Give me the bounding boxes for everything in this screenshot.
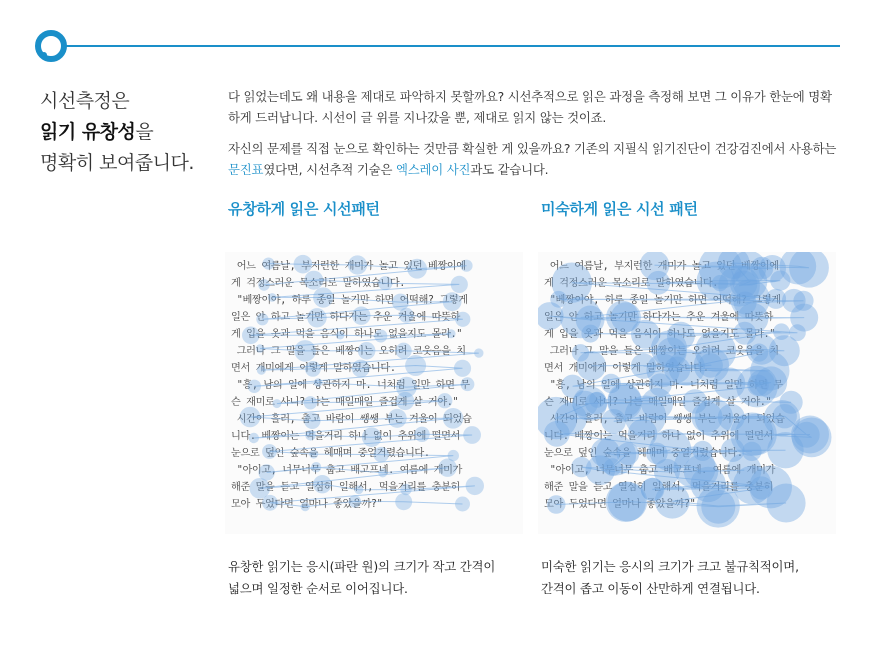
fixation-circle (313, 287, 333, 307)
passage-line: 모아 두었다면 얼마나 좋았을까?" (231, 499, 383, 510)
intro-p2-part-b: 였다면, 시선추적 기술은 (263, 162, 396, 177)
immature-caption-line-2: 간격이 좁고 이동이 산만하게 연결됩니다. (541, 581, 760, 596)
fixation-circle (474, 348, 483, 357)
fixation-circle (388, 409, 407, 428)
fixation-circle (348, 255, 367, 274)
fixation-circle (294, 340, 316, 362)
fixation-circle (547, 495, 566, 514)
passage-line: 그러나 그 말을 들은 베짱이는 오히려 코웃음을 치 (544, 346, 779, 357)
fixation-circle (414, 427, 429, 442)
intro-paragraph-1: 다 읽었는데도 왜 내용을 제대로 파악하지 못할까요? 시선추적으로 읽은 과정을 측정해 보면 그 이유가 한눈에 명확하게 드러납니다. 시선이 글 위를 지나갔을 뿐, 제대로 읽지 않는 것이죠. (228, 89, 832, 125)
passage-line: "아이고, 너무너무 춥고 배고프네. 여름에 개미가 (544, 465, 775, 476)
fixation-circle (354, 485, 363, 494)
top-divider (64, 45, 840, 47)
fixation-circle (447, 329, 456, 338)
fixation-circle (399, 308, 414, 323)
fixation-circle (309, 450, 318, 459)
fixation-circle (701, 490, 735, 524)
fixation-circle (240, 407, 261, 428)
immature-caption-line-1: 미숙한 읽기는 응시의 크기가 크고 불규칙적이며, (541, 559, 799, 574)
passage-line: 면서 개미에게 이렇게 말하였습니다. (231, 363, 396, 374)
passage-line: 눈으로 덮인 숲속을 헤매며 중얼거렸습니다. (544, 448, 743, 459)
fixation-circle (460, 260, 472, 272)
fixation-circle (455, 312, 470, 327)
fixation-circle (249, 433, 259, 443)
headline-line-2-rest: 을 (135, 121, 154, 143)
fixation-circle (437, 393, 452, 408)
fixation-circle (313, 475, 331, 493)
immature-caption (541, 556, 841, 600)
fixation-circle (257, 366, 266, 375)
passage-line: 어느 여름날, 부지런한 개미가 놀고 있던 베짱이에 (231, 261, 466, 272)
fixation-circle (454, 360, 471, 377)
fixation-circle (396, 392, 414, 410)
highlight-questionnaire: 문진표 (228, 162, 264, 177)
fixation-circle (258, 279, 270, 291)
fluent-caption (228, 556, 528, 600)
fixation-circle (242, 327, 260, 345)
fluent-gaze-panel (225, 252, 523, 534)
fixation-circle (770, 271, 790, 291)
passage-line: 니다. 베짱이는 먹을거리 하나 없이 추위에 떨면서 (231, 431, 460, 442)
fixation-circle (352, 307, 370, 325)
immature-gaze-panel (538, 252, 836, 534)
fixation-circle (767, 432, 803, 468)
fluent-fixation-overlay (225, 252, 523, 534)
passage-line: 그러나 그 말을 들은 베짱이는 오히려 코웃음을 치 (231, 346, 466, 357)
fixation-circle (617, 443, 640, 466)
passage-line: 모아 두었다면 얼마나 좋았을까?" (544, 499, 696, 510)
fixation-circle (304, 271, 323, 290)
fixation-circle (304, 396, 317, 409)
headline-line-3: 명확히 보여줍니다. (40, 152, 194, 174)
passage-line: "흥, 남의 일에 상관하지 마. 너처럼 일만 하면 무 (544, 380, 783, 391)
brand-logo-icon (34, 29, 68, 63)
passage-line: 일은 안 하고 놀기만 하다가는 추운 겨울에 따뜻하 (231, 312, 460, 323)
fluent-caption-line-1: 유창한 읽기는 응시(파란 원)의 크기가 작고 간격이 (228, 559, 496, 574)
passage-line: 시간이 흘러, 춥고 바람이 쌩쌩 부는 겨울이 되었습 (231, 414, 472, 425)
fixation-circle (443, 408, 464, 429)
passage-line: 눈으로 덮인 숲속을 헤매며 중얼거렸습니다. (231, 448, 430, 459)
fixation-circle (374, 330, 387, 343)
passage-line: 슨 재미로 사니? 나는 매일매일 즐겁게 살 거야." (231, 397, 459, 408)
fixation-circle (262, 444, 277, 459)
fixation-circle (352, 360, 370, 378)
fixation-circle (304, 413, 320, 429)
fixation-circle (443, 292, 462, 311)
fixation-circle (712, 275, 728, 291)
passage-line: 니다. 베짱이는 먹을거리 하나 없이 추위에 떨면서 (544, 431, 773, 442)
fixation-circle (262, 495, 278, 511)
fixation-circle (461, 377, 475, 391)
passage-line: "베짱이야, 하루 종일 놀기만 하면 어떡해? 그렇게 (231, 295, 468, 306)
passage-line: 게 입을 옷과 먹을 음식이 하나도 없을지도 몰라." (231, 329, 462, 340)
fixation-circle (272, 399, 281, 408)
fixation-circle (767, 484, 806, 523)
fixation-circle (451, 276, 468, 293)
fixation-circle (581, 325, 599, 343)
passage-line: 슨 재미로 사니? 나는 매일매일 즐겁게 살 거야." (544, 397, 772, 408)
section-headline (40, 86, 210, 179)
fixation-circle (268, 293, 277, 302)
intro-paragraph-2 (228, 138, 838, 180)
fixation-circle (378, 276, 392, 290)
fixation-circle (395, 493, 412, 510)
fluent-caption-line-2: 넓으며 일정한 순서로 이어집니다. (228, 581, 408, 596)
passage-line: 시간이 흘러, 춥고 바람이 쌩쌩 부는 겨울이 되었습 (544, 414, 785, 425)
fixation-circle (455, 497, 470, 512)
fixation-circle (256, 344, 265, 353)
headline-emphasis: 읽기 유창성 (40, 121, 136, 143)
passage-line: 면서 개미에게 이렇게 말하였습니다. (544, 363, 709, 374)
fixation-circle (305, 430, 316, 441)
fixation-circle (248, 380, 261, 393)
immature-pattern-title: 미숙하게 읽은 시선 패턴 (541, 200, 698, 218)
fixation-circle (463, 426, 481, 444)
fixation-circle (544, 421, 570, 447)
fixation-circle (438, 459, 456, 477)
fixation-circle (466, 477, 484, 495)
passage-line: 어느 여름날, 부지런한 개미가 놀고 있던 베짱이에 (544, 261, 779, 272)
fixation-circle (311, 462, 321, 472)
passage-line: 게 입을 옷과 먹을 음식이 하나도 없을지도 몰라." (544, 329, 775, 340)
passage-line: "베짱이야, 하루 종일 놀기만 하면 어떡해? 그렇게 (544, 295, 781, 306)
passage-line: 해준 말을 듣고 열심히 일해서, 먹을거리를 충분히 (544, 482, 773, 493)
fixation-circle (362, 427, 382, 447)
fixation-circle (646, 271, 670, 295)
fixation-circle (601, 409, 626, 434)
headline-line-2 (40, 117, 210, 148)
fixation-circle (294, 255, 313, 274)
passage-line: 해준 말을 듣고 열심히 일해서, 먹을거리를 충분히 (231, 482, 460, 493)
passage-line: 게 걱정스러운 목소리로 말하였습니다. (544, 278, 718, 289)
fixation-circle (358, 342, 376, 360)
fixation-circle (577, 351, 607, 381)
fixation-circle (374, 447, 389, 462)
fixation-circle (586, 455, 616, 485)
fixation-circle (773, 404, 797, 428)
fixation-circle (378, 468, 387, 477)
fixation-circle (405, 355, 426, 376)
fixation-circle (606, 482, 646, 522)
fixation-circle (262, 258, 274, 270)
fixation-circle (349, 495, 361, 507)
fluent-pattern-title: 유창하게 읽은 시선패턴 (228, 200, 380, 218)
fixation-circle (314, 378, 323, 387)
immature-fixation-overlay (538, 252, 836, 534)
fixation-circle (256, 313, 268, 325)
passage-line: "아이고, 너무너무 춥고 배고프네. 여름에 개미가 (231, 465, 462, 476)
fixation-circle (655, 484, 690, 519)
intro-p2-part-c: 과도 같습니다. (470, 162, 549, 177)
fixation-circle (307, 308, 326, 327)
fixation-circle (396, 343, 412, 359)
headline-line-1: 시선측정은 (40, 90, 130, 112)
passage-line: 일은 안 하고 놀기만 하다가는 추운 겨울에 따뜻하 (544, 312, 773, 323)
highlight-xray: 엑스레이 사진 (395, 162, 471, 177)
fixation-circle (301, 502, 310, 511)
intro-text (228, 86, 838, 190)
intro-p2-part-a: 자신의 문제를 직접 눈으로 확인하는 것만큼 확실한 게 있을까요? 기존의 지필식 읽기진단이 건강검진에서 사용하는 (228, 141, 837, 156)
fixation-circle (407, 259, 427, 279)
fixation-circle (305, 361, 321, 377)
passage-line: "흥, 남의 일에 상관하지 마. 너처럼 일만 하면 무 (231, 380, 470, 391)
fixation-circle (736, 366, 778, 408)
fixation-circle (336, 331, 344, 339)
passage-line: 게 걱정스러운 목소리로 말하였습니다. (231, 278, 405, 289)
